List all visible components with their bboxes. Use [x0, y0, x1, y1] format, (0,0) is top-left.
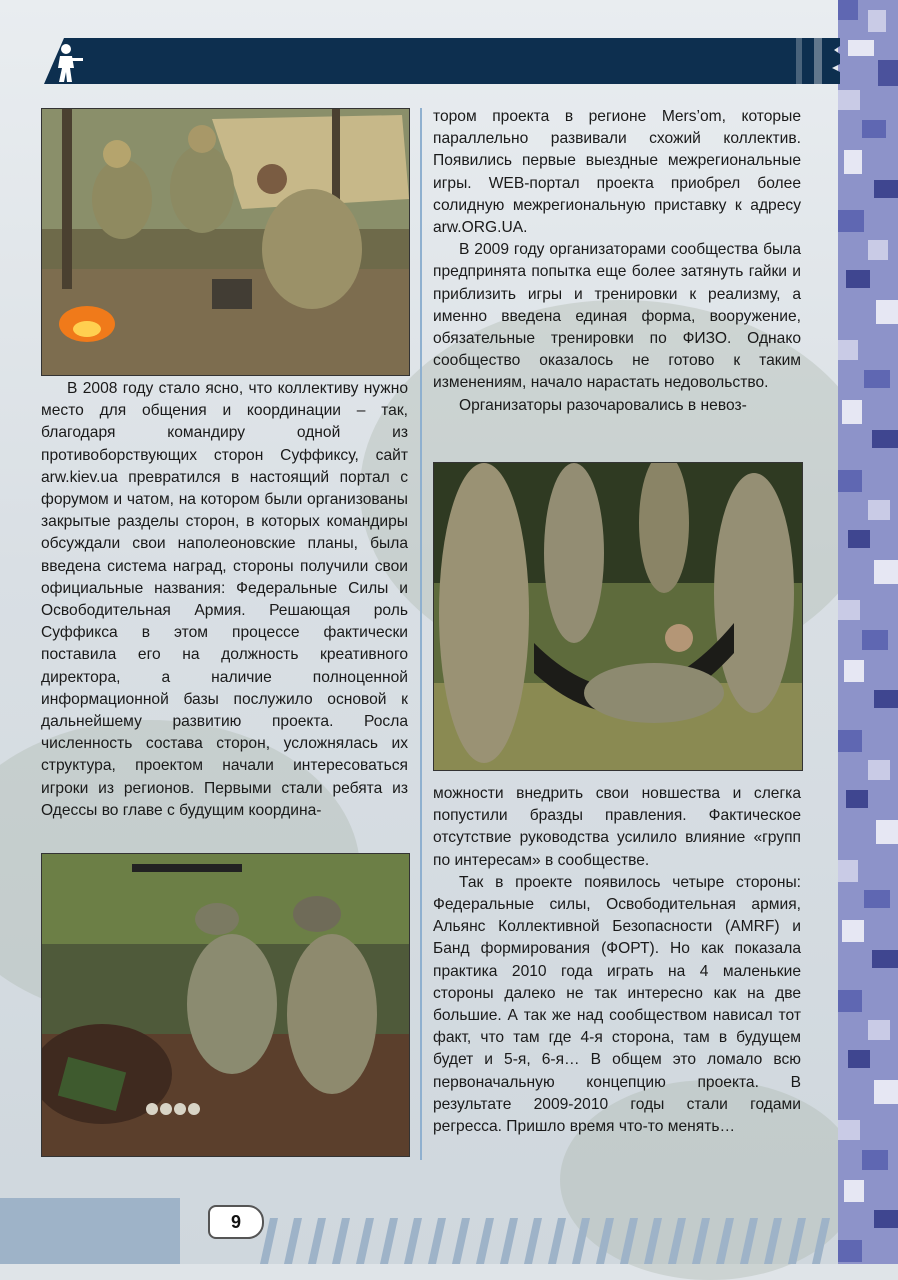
article-column-left — [41, 378, 408, 822]
paragraph: В 2009 году организаторами сообщества была предпринята попытка еще более затянуть гайки и приблизить игры и тренировки к реализму, а именно введена единая форма, вооружение, обязательные тренировки по ФИЗО. Однако сообщество оказалось не готово к таким изменениям, начало нарастать недовольство. — [433, 241, 801, 392]
photo-stretcher-carry — [433, 462, 803, 771]
footer-bar — [0, 1198, 180, 1264]
paragraph: можности внедрить свои новшества и слегка попустили бразды правления. Фактическое отсутствие руководства усилило влияние «групп по интересам» в сообществе. — [433, 785, 801, 869]
column-divider — [420, 108, 422, 1160]
photo-mortar-team — [41, 853, 410, 1157]
photo-campfire — [41, 108, 410, 376]
soldier-logo-icon — [46, 42, 86, 84]
paragraph: Организаторы разочаровались в невоз- — [459, 396, 747, 414]
article-column-right-bottom — [433, 783, 801, 1138]
paragraph: Так в проекте появилось четыре стороны: Федеральные силы, Освободительная армия, Альянс Коллективной Безопасности (AMRF) и Банд формирования (ФОРТ). Но как показала практика 2010 года играть на 4 маленькие стороны далеко не так интересно как на две большие. А так же над сообществом нависал тот факт, что там где 4-я сторона, там в будущем будет и 5-я, 6-я… В общем это ломало всю первоначальную концепцию проекта. В результате 2009-2010 годы стали годами регресса. Пришло время что-то менять… — [433, 873, 801, 1136]
article-column-right-top — [433, 106, 801, 417]
paragraph: В 2008 году стало ясно, что коллективу нужно место для общения и координации – так, благодаря командиру одной из противоборствующих сторон Суффиксу, сайт arw.kiev.ua превратился в настоящий портал с форумом и чатом, на котором были организованы закрытые разделы сторон, в которых командиры обсуждали свои наполеоновские планы, была введена система наград, стороны получили свои официальные названия: Федеральные Силы и Освободительная Армия. Решающая роль Суффикса в этом процессе фактически поставила его на должность креативного директора, а наличие полноценной информационной базы послужило основой к дальнейшему развитию проекта. Росла численность состава сторон, усложнялась их структура, проектом начали интересоваться игроки из регионов. Первыми стали ребята из Одессы во главе с будущим координа- — [41, 380, 408, 819]
camouflage-strip — [838, 0, 898, 1264]
footer-stripes — [260, 1218, 840, 1264]
paragraph: тором проекта в регионе Mers’om, которые параллельно развивали схожий коллектив. Появились первые выездные межрегиональные игры. WEB-портал проекта приобрел более солидную межрегиональную приставку к адресу arw.ORG.UA. — [433, 108, 801, 237]
page-number: 9 — [208, 1205, 264, 1239]
header-band — [44, 38, 840, 84]
